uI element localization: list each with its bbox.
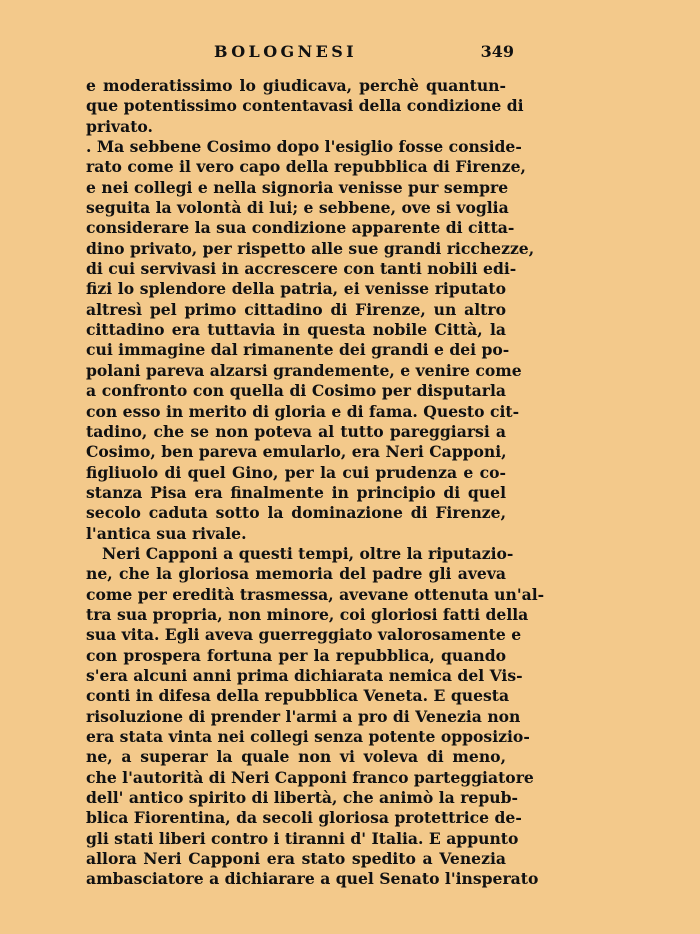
text-line: risoluzione di prender l'armi a pro di Venezia non [86, 706, 521, 726]
text-line: Cosimo, ben pareva emularlo, era Neri Capponi, [86, 442, 507, 462]
text-line: que potentissimo contentavasi della condizione di [86, 96, 524, 116]
text-line: che l'autorità di Neri Capponi franco parteggiatore [86, 767, 534, 787]
text-line: e nei collegi e nella signoria venisse pur sempre [86, 177, 509, 197]
text-line: polani pareva alzarsi grandemente, e venire come [86, 360, 522, 380]
text-line: cittadino era tuttavia in questa nobile Città, la [86, 320, 506, 340]
text-line: l'antica sua rivale. [86, 523, 247, 543]
text-line: dino privato, per rispetto alle sue grandi ricchezze, [86, 238, 535, 258]
text-line: privato. [86, 116, 153, 136]
text-line: di cui servivasi in accrescere con tanti nobili edi- [86, 259, 517, 279]
text-line: era stata vinta nei collegi senza potente opposizio- [86, 727, 530, 746]
page-header [86, 42, 518, 66]
text-line: gli stati liberi contro i tiranni d' Italia. E appunto [86, 828, 519, 848]
text-line: con esso in merito di gloria e di fama. Questo cit- [86, 401, 520, 421]
page-number: 349 [480, 42, 514, 61]
text-line: ambasciatore a dichiarare a quel Senato l'insperato [86, 869, 539, 889]
text-line: cui immagine dal rimanente dei grandi e dei po- [86, 340, 510, 360]
text-line: . Ma sebbene Cosimo dopo l'esiglio fosse conside- [86, 137, 522, 157]
body-text [86, 76, 545, 890]
text-line: considerare la sua condizione apparente di citta- [86, 218, 515, 238]
text-line: Neri Capponi a questi tempi, oltre la riputazio- [102, 543, 514, 563]
text-line: s'era alcuni anni prima dichiarata nemica del Vis- [86, 665, 523, 685]
text-line: tadino, che se non poteva al tutto pareggiarsi a [86, 421, 506, 441]
text-line: seguita la volontà di lui; e sebbene, ove si voglia [86, 198, 509, 218]
text-line: ne, a superar la quale non vi voleva di meno, [86, 747, 506, 767]
text-line: conti in difesa della repubblica Veneta. E questa [86, 686, 510, 706]
text-line: dell' antico spirito di libertà, che animò la repub- [86, 788, 518, 808]
text-line: rato come il vero capo della repubblica di Firenze, [86, 157, 526, 177]
text-line: blica Fiorentina, da secoli gloriosa protettrice de- [86, 808, 522, 828]
text-line: e moderatissimo lo giudicava, perchè quantun- [86, 76, 506, 95]
text-line: stanza Pisa era finalmente in principio di quel [86, 482, 506, 502]
text-line: allora Neri Capponi era stato spedito a Venezia [86, 849, 506, 869]
text-line: secolo caduta sotto la dominazione di Firenze, [86, 503, 506, 523]
text-line: altresì pel primo cittadino di Firenze, un altro [86, 299, 506, 319]
text-line: ne, che la gloriosa memoria del padre gli aveva [86, 564, 506, 584]
text-line: sua vita. Egli aveva guerreggiato valorosamente e [86, 625, 522, 645]
text-line: con prospera fortuna per la repubblica, quando [86, 645, 506, 665]
text-line: tra sua propria, non minore, coi gloriosi fatti della [86, 604, 529, 624]
running-head: BOLOGNESI [214, 42, 358, 61]
text-line: a confronto con quella di Cosimo per disputarla [86, 381, 506, 401]
text-line: come per eredità trasmessa, avevane ottenuta un'al- [86, 584, 545, 604]
text-line: figliuolo di quel Gino, per la cui prudenza e co- [86, 462, 506, 482]
text-line: fizi lo splendore della patria, ei venisse riputato [86, 279, 506, 299]
